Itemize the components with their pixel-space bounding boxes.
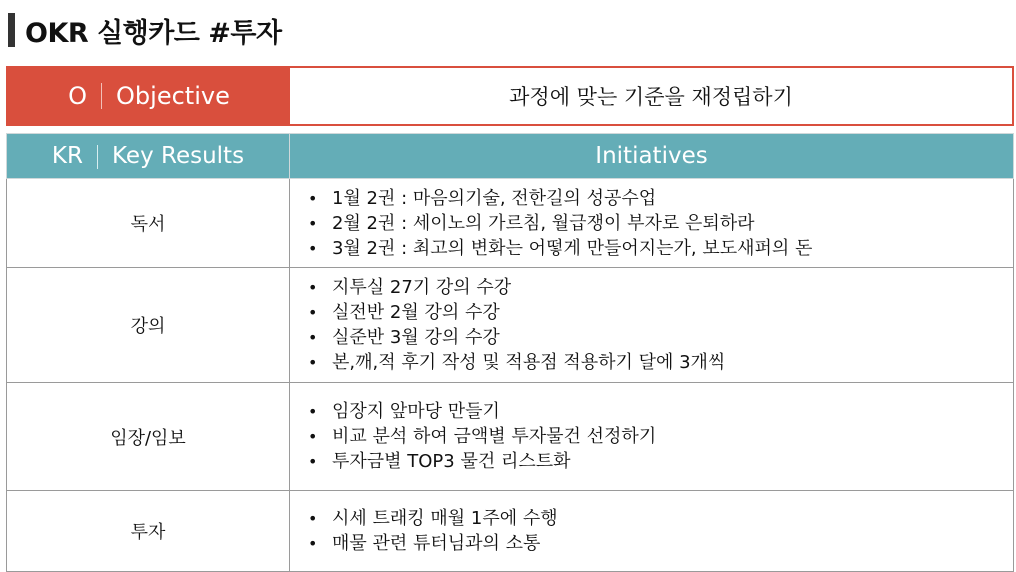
initiative-list xyxy=(298,275,1013,375)
objective-code: O xyxy=(68,82,88,110)
initiatives-header: Initiatives xyxy=(290,134,1014,179)
kr-cell: 투자 xyxy=(7,491,290,572)
list-item: • 임장지 앞마당 만들기 xyxy=(320,399,1013,424)
kr-cell: 강의 xyxy=(7,268,290,383)
okr-table xyxy=(6,133,1014,572)
objective-divider xyxy=(101,83,102,109)
kr-header xyxy=(7,134,290,179)
list-item: • 2월 2권 : 세이노의 가르침, 월급쟁이 부자로 은퇴하라 xyxy=(320,211,1013,236)
page-title-bar xyxy=(8,10,282,50)
kr-cell: 임장/임보 xyxy=(7,383,290,491)
list-item: • 실준반 3월 강의 수강 xyxy=(320,325,1013,350)
table-row xyxy=(7,179,1014,268)
table-row xyxy=(7,268,1014,383)
initiatives-cell xyxy=(290,179,1014,268)
table-header-row xyxy=(7,134,1014,179)
objective-header xyxy=(8,68,290,124)
initiatives-cell xyxy=(290,491,1014,572)
list-item: • 본,깨,적 후기 작성 및 적용점 적용하기 달에 3개씩 xyxy=(320,350,1013,375)
kr-header-divider xyxy=(97,145,98,169)
kr-cell: 독서 xyxy=(7,179,290,268)
list-item: • 비교 분석 하여 금액별 투자물건 선정하기 xyxy=(320,424,1013,449)
kr-code: KR xyxy=(51,143,83,169)
list-item: • 실전반 2월 강의 수강 xyxy=(320,300,1013,325)
table-row xyxy=(7,383,1014,491)
objective-row xyxy=(6,66,1014,126)
list-item: • 투자금별 TOP3 물건 리스트화 xyxy=(320,449,1013,474)
initiative-list xyxy=(298,399,1013,474)
list-item: • 지투실 27기 강의 수강 xyxy=(320,275,1013,300)
initiative-list xyxy=(298,506,1013,556)
list-item: • 매물 관련 튜터님과의 소통 xyxy=(320,531,1013,556)
initiatives-cell xyxy=(290,268,1014,383)
initiatives-cell xyxy=(290,383,1014,491)
table-row xyxy=(7,491,1014,572)
kr-label: Key Results xyxy=(112,143,245,169)
objective-text: 과정에 맞는 기준을 재정립하기 xyxy=(509,85,793,109)
list-item: • 1월 2권 : 마음의기술, 전한길의 성공수업 xyxy=(320,186,1013,211)
initiative-list xyxy=(298,186,1013,261)
list-item: • 시세 트래킹 매월 1주에 수행 xyxy=(320,506,1013,531)
list-item: • 3월 2권 : 최고의 변화는 어떻게 만들어지는가, 보도새퍼의 돈 xyxy=(320,236,1013,261)
page-title: OKR 실행카드 #투자 xyxy=(25,17,282,49)
title-marker xyxy=(8,13,15,47)
objective-label: Objective xyxy=(116,82,230,110)
